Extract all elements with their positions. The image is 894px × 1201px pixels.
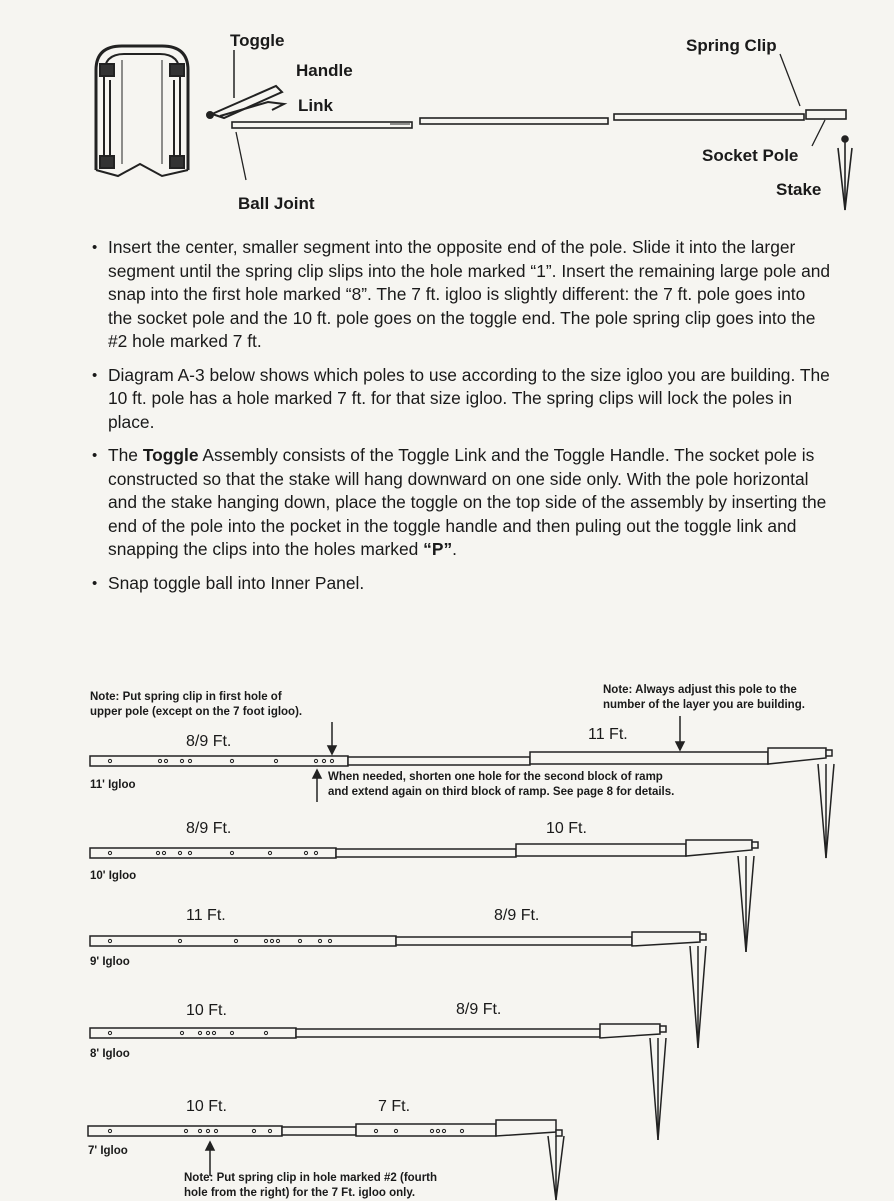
- igloo-11-label: 11' Igloo: [90, 779, 136, 791]
- igloo-9-label: 9' Igloo: [90, 956, 130, 968]
- spring-clip-label: Spring Clip: [686, 36, 777, 55]
- note-spring-clip-first-hole: Note: Put spring clip in first hole of upper pole (except on the 7 foot igloo).: [90, 691, 303, 718]
- socket-pole-label: Socket Pole: [702, 146, 799, 165]
- pole-7-right-label: 7 Ft.: [378, 1098, 411, 1115]
- pole-8-left-label: 10 Ft.: [186, 1002, 227, 1019]
- stake-label: Stake: [776, 180, 822, 199]
- handle-label: Handle: [296, 61, 353, 80]
- pole-8-right-label: 8/9 Ft.: [456, 1001, 502, 1018]
- pole-10-left-label: 8/9 Ft.: [186, 820, 232, 837]
- igloo-8-label: 8' Igloo: [90, 1048, 130, 1060]
- pole-7-left-label: 10 Ft.: [186, 1098, 227, 1115]
- pole-8-drawing: [90, 1024, 666, 1140]
- link-label: Link: [298, 96, 333, 115]
- note-seven-ft-igloo: Note: Put spring clip in hole marked #2 (fourth hole from the right) for the 7 Ft. igloo only.: [184, 1172, 438, 1199]
- instruction-item-2: • Diagram A-3 below shows which poles to use according to the size igloo you are building. The 10 ft. pole has a hole marked 7 ft. for that size igloo. The spring clips will lock the poles in place.: [92, 364, 832, 435]
- pole-11-right-label: 11 Ft.: [588, 726, 628, 743]
- igloo-7-label: 7' Igloo: [88, 1145, 128, 1157]
- instruction-item-4: • Snap toggle ball into Inner Panel.: [92, 572, 832, 596]
- pole-11-left-label: 8/9 Ft.: [186, 733, 232, 750]
- ball-joint-label: Ball Joint: [238, 194, 315, 213]
- note-adjust-pole: Note: Always adjust this pole to the number of the layer you are building.: [603, 684, 805, 711]
- instruction-item-1: • Insert the center, smaller segment into the opposite end of the pole. Slide it into the larger segment until the spring clip slips into the hole marked “1”. Insert the remaining large pole and snap into the first hole marked “8”. The 7 ft. igloo is slightly different: the 7 ft. pole goes into the socket pole and the 10 ft. pole goes on the toggle end. The pole spring clip goes into the #2 hole marked 7 ft.: [92, 236, 832, 354]
- instruction-item-3: • The Toggle Assembly consists of the Toggle Link and the Toggle Handle. The socket pole is constructed so that the stake will hang downward on one side only. With the pole horizontal and the stake hanging down, place the toggle on the top side of the assembly by inserting the end of the pole into the pocket in the toggle handle and then puling out the toggle link and snapping the clips into the holes marked “P”.: [92, 444, 832, 562]
- pole-9-right-label: 8/9 Ft.: [494, 907, 540, 924]
- pole-10-right-label: 10 Ft.: [546, 820, 587, 837]
- igloo-10-label: 10' Igloo: [90, 870, 137, 882]
- toggle-label: Toggle: [230, 31, 285, 50]
- note-shorten-hole: When needed, shorten one hole for the second block of ramp and extend again on third block of ramp. See page 8 for details.: [328, 771, 675, 798]
- pole-9-left-label: 11 Ft.: [186, 907, 226, 924]
